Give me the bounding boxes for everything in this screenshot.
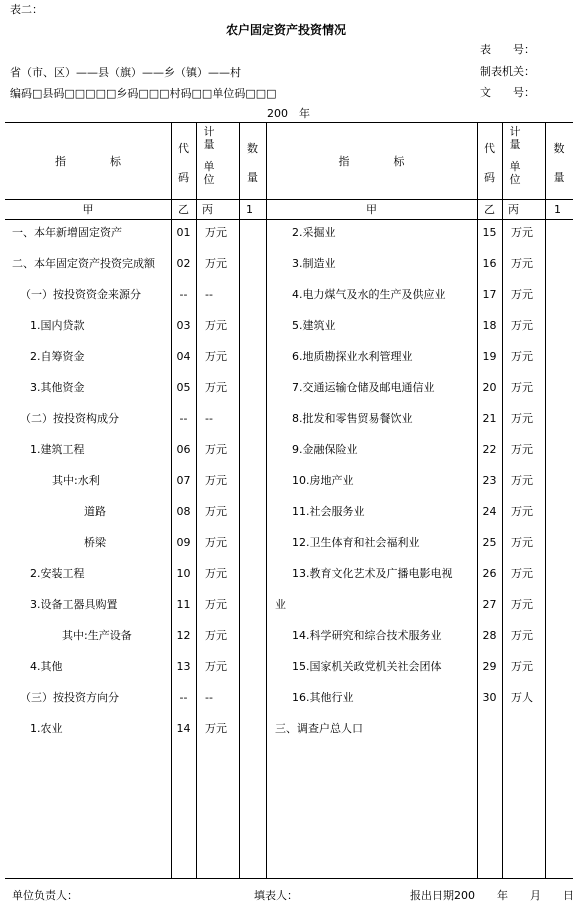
row-label: 其中:水利 (52, 474, 100, 487)
header-unit-char: 位 (509, 173, 521, 186)
row-unit: -- (205, 691, 213, 704)
marker-code: 乙 (484, 203, 495, 216)
row-code: 29 (482, 660, 497, 673)
row-code: 16 (482, 257, 497, 270)
row-code: 20 (482, 381, 497, 394)
row-unit: 万元 (511, 381, 533, 394)
row-unit: 万元 (511, 536, 533, 549)
row-unit: 万元 (205, 505, 227, 518)
marker-qty: 1 (246, 203, 253, 216)
header-divider-upper (5, 199, 573, 200)
row-unit: 万元 (511, 412, 533, 425)
row-label: 2.自筹资金 (30, 350, 85, 363)
table-bottom-border (5, 878, 573, 879)
row-label: 4.电力煤气及水的生产及供应业 (292, 288, 446, 301)
row-unit: 万元 (205, 567, 227, 580)
row-code: 03 (176, 319, 191, 332)
row-label: 桥梁 (84, 536, 106, 549)
header-code-char: 代 (484, 142, 495, 155)
row-label: 3.设备工器具购置 (30, 598, 118, 611)
report-date-label: 报出日期200 年 月 日 (410, 889, 574, 902)
col-divider (545, 122, 546, 878)
header-divider-lower (5, 219, 573, 220)
row-unit: 万元 (511, 660, 533, 673)
header-unit-char: 计 (203, 125, 215, 138)
marker-indicator: 甲 (82, 203, 94, 216)
row-label: 7.交通运输仓储及邮电通信业 (292, 381, 435, 394)
row-unit: 万元 (205, 443, 227, 456)
row-label: 15.国家机关政党机关社会团体 (292, 660, 442, 673)
header-qty-char: 数 (553, 142, 565, 155)
row-code: -- (179, 412, 188, 425)
row-unit: 万元 (205, 660, 227, 673)
row-code: 25 (482, 536, 497, 549)
row-unit: 万元 (511, 598, 533, 611)
region-line: 省（市、区）——县（旗）——乡（镇）——村 (10, 66, 241, 79)
row-label: 1.国内贷款 (30, 319, 85, 332)
col-divider (502, 122, 503, 878)
header-code (171, 143, 196, 183)
code-line: 编码□县码□□□□□乡码□□□村码□□单位码□□□ (10, 87, 277, 100)
header-indicator: 指 标 (338, 155, 405, 168)
row-code: 18 (482, 319, 497, 332)
row-label: 2.安装工程 (30, 567, 85, 580)
header-code-char: 码 (484, 171, 495, 184)
row-label: 三、调查户总人口 (275, 722, 363, 735)
row-unit: 万元 (511, 443, 533, 456)
row-label: 1.建筑工程 (30, 443, 85, 456)
row-label: 12.卫生体育和社会福利业 (292, 536, 420, 549)
row-code: 05 (176, 381, 191, 394)
row-code: 09 (176, 536, 191, 549)
row-code: 26 (482, 567, 497, 580)
row-code: 13 (176, 660, 191, 673)
header-unit (502, 126, 528, 185)
col-divider (196, 122, 197, 878)
header-unit-char: 单 (509, 160, 521, 173)
row-unit: 万人 (511, 691, 533, 704)
header-qty-char: 数 (247, 142, 258, 155)
row-code: 22 (482, 443, 497, 456)
row-label: （三）按投资方向分 (20, 691, 119, 704)
row-code: 08 (176, 505, 191, 518)
col-divider (239, 122, 240, 878)
row-label: 1.农业 (30, 722, 63, 735)
row-unit: 万元 (511, 319, 533, 332)
header-qty (239, 143, 266, 183)
page-title: 农户固定资产投资情况 (226, 23, 347, 37)
table-number: 表二： (10, 3, 43, 16)
row-label: 二、本年固定资产投资完成额 (12, 257, 155, 270)
row-unit: 万元 (511, 350, 533, 363)
row-unit: 万元 (205, 536, 227, 549)
year-label: 200 年 (267, 107, 310, 120)
row-label: 业 (275, 598, 286, 611)
header-unit-char: 量 (509, 138, 521, 151)
marker-indicator: 甲 (366, 203, 377, 216)
header-code (477, 143, 502, 183)
row-code: 17 (482, 288, 497, 301)
row-code: 01 (176, 226, 191, 239)
row-code: 04 (176, 350, 191, 363)
row-label: 3.其他资金 (30, 381, 85, 394)
row-label: 11.社会服务业 (292, 505, 365, 518)
row-label: 4.其他 (30, 660, 63, 673)
row-label: 5.建筑业 (292, 319, 336, 332)
row-label: 2.采掘业 (292, 226, 336, 239)
row-code: 10 (176, 567, 191, 580)
row-code: 02 (176, 257, 191, 270)
filler-label: 填表人： (254, 889, 298, 902)
row-unit: 万元 (511, 505, 533, 518)
row-code: 28 (482, 629, 497, 642)
marker-unit: 丙 (508, 203, 519, 216)
header-indicator: 指 标 (55, 155, 121, 168)
row-unit: 万元 (511, 629, 533, 642)
document-number-label: 文 号： (480, 86, 535, 99)
row-unit: 万元 (205, 474, 227, 487)
row-label: （一）按投资资金来源分 (20, 288, 141, 301)
row-label: 13.教育文化艺术及广播电影电视 (292, 567, 453, 580)
row-label: （二）按投资构成分 (20, 412, 119, 425)
header-unit-char: 计 (509, 125, 521, 138)
header-unit-char: 量 (203, 138, 215, 151)
col-divider (266, 122, 267, 878)
issuing-org-label: 制表机关： (480, 65, 535, 78)
row-code: 07 (176, 474, 191, 487)
header-unit (196, 126, 222, 185)
row-label: 14.科学研究和综合技术服务业 (292, 629, 442, 642)
marker-qty: 1 (554, 203, 561, 216)
row-code: 15 (482, 226, 497, 239)
row-unit: -- (205, 412, 213, 425)
row-code: 27 (482, 598, 497, 611)
row-unit: 万元 (511, 567, 533, 580)
row-unit: 万元 (205, 226, 227, 239)
row-code: 21 (482, 412, 497, 425)
row-label: 8.批发和零售贸易餐饮业 (292, 412, 413, 425)
header-code-char: 码 (178, 171, 189, 184)
row-code: -- (179, 288, 188, 301)
row-code: 24 (482, 505, 497, 518)
row-label: 16.其他行业 (292, 691, 354, 704)
row-code: -- (179, 691, 188, 704)
row-code: 23 (482, 474, 497, 487)
row-code: 06 (176, 443, 191, 456)
row-label: 道路 (84, 505, 106, 518)
row-unit: 万元 (205, 381, 227, 394)
table-top-border (5, 122, 573, 123)
row-unit: 万元 (205, 319, 227, 332)
row-unit: 万元 (205, 629, 227, 642)
row-label: 其中:生产设备 (62, 629, 132, 642)
header-unit-char: 位 (203, 173, 215, 186)
row-code: 14 (176, 722, 191, 735)
header-qty-char: 量 (247, 171, 258, 184)
header-unit-char: 单 (203, 160, 215, 173)
row-code: 19 (482, 350, 497, 363)
unit-responsible-label: 单位负责人： (12, 889, 78, 902)
header-qty-char: 量 (553, 171, 565, 184)
row-unit: 万元 (205, 722, 227, 735)
row-label: 9.金融保险业 (292, 443, 358, 456)
row-label: 10.房地产业 (292, 474, 354, 487)
row-code: 30 (482, 691, 497, 704)
row-unit: 万元 (205, 257, 227, 270)
row-label: 6.地质勘探业水利管理业 (292, 350, 413, 363)
row-label: 一、本年新增固定资产 (12, 226, 122, 239)
row-unit: -- (205, 288, 213, 301)
marker-code: 乙 (178, 203, 189, 216)
header-code-char: 代 (178, 142, 189, 155)
form-number-label: 表 号： (480, 43, 535, 56)
row-unit: 万元 (205, 598, 227, 611)
row-code: 11 (176, 598, 191, 611)
row-unit: 万元 (511, 226, 533, 239)
row-unit: 万元 (511, 474, 533, 487)
row-code: 12 (176, 629, 191, 642)
row-unit: 万元 (511, 288, 533, 301)
marker-unit: 丙 (202, 203, 213, 216)
row-unit: 万元 (205, 350, 227, 363)
header-qty (545, 143, 573, 183)
row-label: 3.制造业 (292, 257, 336, 270)
row-unit: 万元 (511, 257, 533, 270)
